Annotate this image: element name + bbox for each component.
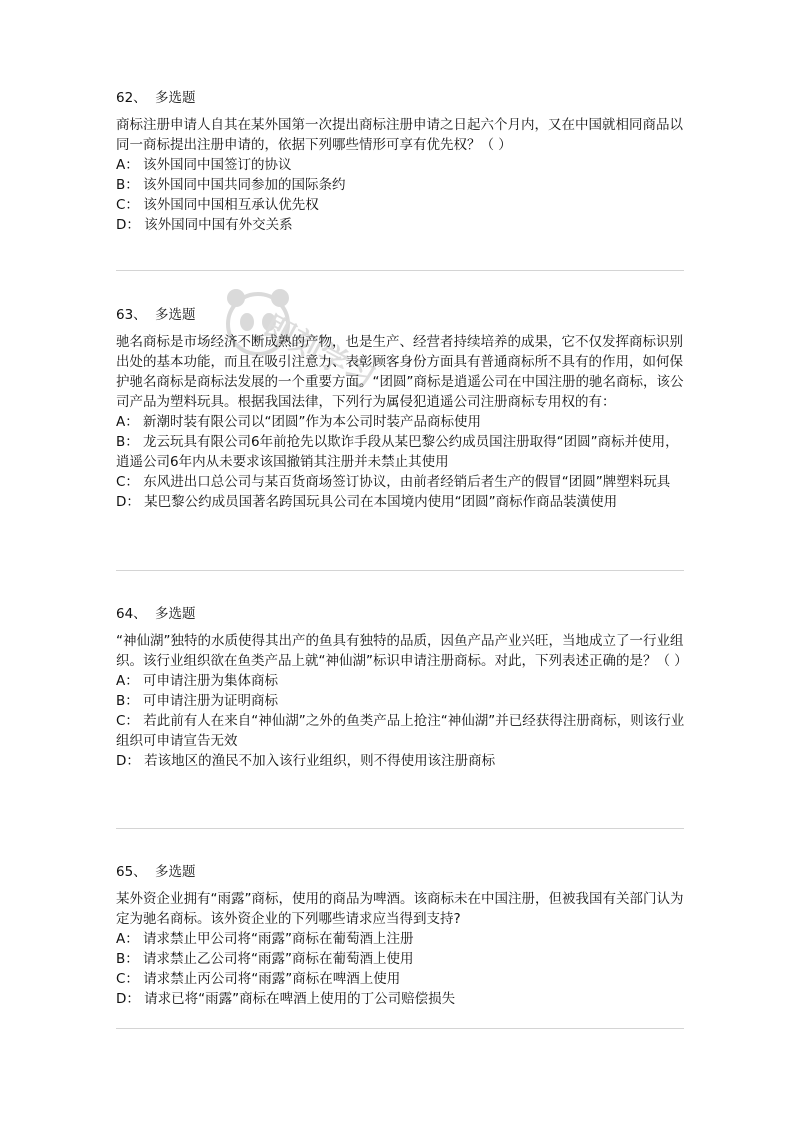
option-c[interactable]: C： 东风进出口总公司与某百货商场签订协议，由前者经销后者生产的假冒“团圆”牌塑料玩具 xyxy=(116,474,671,490)
question-number: 62、 xyxy=(116,90,147,106)
option-b[interactable]: B： 龙云玩具有限公司6年前抢先以欺诈手段从某巴黎公约成员国注册取得“团圆”商标并使用，逍遥公司6年内从未要求该国撤销其注册并未禁止其使用 xyxy=(116,434,679,470)
question-number: 64、 xyxy=(116,606,147,622)
divider xyxy=(116,1028,684,1029)
question-number: 63、 xyxy=(116,307,147,323)
divider xyxy=(116,828,684,829)
watermark-text: 即刻学习 xyxy=(257,309,381,397)
option-c[interactable]: C： 请求禁止丙公司将“雨露”商标在啤酒上使用 xyxy=(116,971,401,987)
divider xyxy=(116,570,684,571)
question-63 xyxy=(116,305,688,512)
option-d[interactable]: D： 请求已将“雨露”商标在啤酒上使用的丁公司赔偿损失 xyxy=(116,991,456,1007)
option-d[interactable]: D： 该外国同中国有外交关系 xyxy=(116,217,293,233)
question-stem: 某外资企业拥有“雨露”商标，使用的商品为啤酒。该商标未在中国注册，但被我国有关部门认为定为驰名商标。该外资企业的下列哪些请求应当得到支持? xyxy=(116,891,684,927)
option-d[interactable]: D： 若该地区的渔民不加入该行业组织，则不得使用该注册商标 xyxy=(116,753,496,769)
question-65 xyxy=(116,862,688,1009)
question-header xyxy=(116,305,688,325)
question-type: 多选题 xyxy=(154,307,196,323)
option-a[interactable]: A： 新潮时装有限公司以“团圆”作为本公司时装产品商标使用 xyxy=(116,414,482,430)
option-c[interactable]: C： 该外国同中国相互承认优先权 xyxy=(116,197,319,213)
question-64 xyxy=(116,604,688,771)
option-b[interactable]: B： 该外国同中国共同参加的国际条约 xyxy=(116,177,346,193)
question-header xyxy=(116,88,688,108)
option-c[interactable]: C： 若此前有人在来自“神仙湖”之外的鱼类产品上抢注“神仙湖”并已经获得注册商标，则该行业组织可申请宣告无效 xyxy=(116,713,685,749)
question-type: 多选题 xyxy=(154,606,196,622)
question-type: 多选题 xyxy=(154,864,196,880)
option-a[interactable]: A： 该外国同中国签订的协议 xyxy=(116,157,292,173)
option-d[interactable]: D： 某巴黎公约成员国著名跨国玩具公司在本国境内使用“团圆”商标作商品装潢使用 xyxy=(116,494,618,510)
option-a[interactable]: A： 可申请注册为集体商标 xyxy=(116,673,279,689)
question-stem: 商标注册申请人自其在某外国第一次提出商标注册申请之日起六个月内，又在中国就相同商品以同一商标提出注册申请的，依据下列哪些情形可享有优先权？（ ） xyxy=(116,117,683,153)
question-stem: 驰名商标是市场经济不断成熟的产物，也是生产、经营者持续培养的成果，它不仅发挥商标识别出处的基本功能，而且在吸引注意力、表彰顾客身份方面具有普通商标所不具有的作用，如何保护驰名商标是商标法发展的一个重要方面。“团圆”商标是逍遥公司在中国注册的驰名商标，该公司产品为塑料玩具。根据我国法律，下列行为属侵犯逍遥公司注册商标专用权的有： xyxy=(116,334,684,410)
divider xyxy=(116,270,684,271)
question-number: 65、 xyxy=(116,864,147,880)
question-type: 多选题 xyxy=(154,90,196,106)
question-62 xyxy=(116,88,688,235)
question-header xyxy=(116,604,688,624)
question-stem: “神仙湖”独特的水质使得其出产的鱼具有独特的品质，因鱼产品产业兴旺，当地成立了一行业组织。该行业组织欲在鱼类产品上就“神仙湖”标识申请注册商标。对此，下列表述正确的是？（ ） xyxy=(116,633,688,669)
option-a[interactable]: A： 请求禁止甲公司将“雨露”商标在葡萄酒上注册 xyxy=(116,931,414,947)
question-header xyxy=(116,862,688,882)
option-b[interactable]: B： 请求禁止乙公司将“雨露”商标在葡萄酒上使用 xyxy=(116,951,414,967)
option-b[interactable]: B： 可申请注册为证明商标 xyxy=(116,693,279,709)
